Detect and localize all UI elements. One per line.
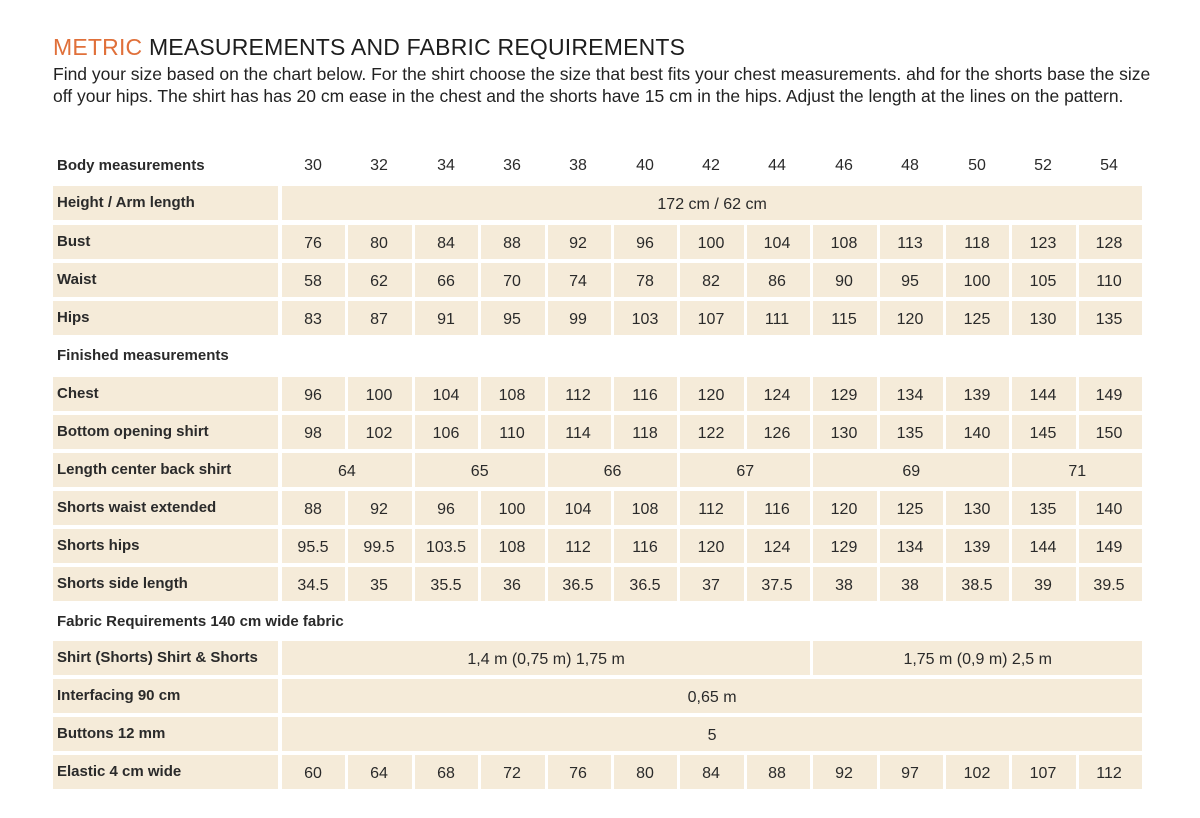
- merged-text: 66: [603, 463, 622, 480]
- value-text: 84: [437, 235, 455, 252]
- value-text: 150: [1095, 425, 1123, 442]
- value-text: 140: [963, 425, 991, 442]
- value-text: 103.5: [425, 539, 467, 556]
- value-text: 96: [636, 235, 654, 252]
- value-text: 112: [565, 539, 591, 556]
- merged-text: 64: [338, 463, 356, 480]
- merged-text: 67: [736, 463, 755, 480]
- value-text: 100: [498, 501, 526, 518]
- row-label: Hips: [57, 309, 90, 326]
- value-text: 103: [631, 311, 659, 328]
- value-text: 110: [499, 425, 525, 442]
- value-text: 125: [963, 311, 991, 328]
- value-text: 111: [764, 311, 790, 328]
- value-text: 64: [370, 765, 388, 782]
- value-text: 35.5: [430, 577, 462, 594]
- value-text: 74: [569, 273, 587, 290]
- value-text: 97: [901, 765, 919, 782]
- value-text: 82: [702, 273, 720, 290]
- value-text: 112: [565, 387, 591, 404]
- size-header: 50: [968, 157, 986, 174]
- value-text: 144: [1029, 387, 1057, 404]
- value-text: 88: [304, 501, 322, 518]
- value-text: 112: [698, 501, 724, 518]
- value-text: 36.5: [562, 577, 594, 594]
- value-text: 135: [1095, 311, 1123, 328]
- value-text: 98: [304, 425, 322, 442]
- value-text: 87: [370, 311, 388, 328]
- row-label: Length center back shirt: [57, 461, 232, 478]
- value-text: 126: [763, 425, 791, 442]
- value-text: 120: [697, 539, 725, 556]
- merged-text: 65: [470, 463, 489, 480]
- value-text: 104: [564, 501, 592, 518]
- size-header: 34: [437, 157, 455, 174]
- value-text: 76: [304, 235, 322, 252]
- row-label: Bottom opening shirt: [57, 423, 209, 440]
- value-text: 124: [763, 539, 791, 556]
- value-text: 83: [304, 311, 322, 328]
- value-text: 134: [896, 387, 924, 404]
- row-label: Buttons 12 mm: [57, 725, 166, 742]
- row-label: Shorts hips: [57, 537, 140, 554]
- value-text: 39.5: [1093, 577, 1125, 594]
- value-text: 102: [365, 425, 393, 442]
- value-text: 144: [1029, 539, 1057, 556]
- title-accent: METRIC: [53, 34, 143, 60]
- value-text: 104: [432, 387, 460, 404]
- value-text: 95: [901, 273, 919, 290]
- value-text: 38.5: [961, 577, 993, 594]
- value-text: 76: [569, 765, 587, 782]
- value-text: 100: [365, 387, 393, 404]
- value-text: 123: [1029, 235, 1057, 252]
- value-text: 84: [702, 765, 720, 782]
- value-text: 124: [763, 387, 791, 404]
- value-text: 102: [963, 765, 991, 782]
- value-text: 91: [437, 311, 455, 328]
- merged-text: 1,75 m (0,9 m) 2,5 m: [903, 651, 1052, 668]
- row-label: Shirt (Shorts) Shirt & Shorts: [57, 649, 258, 666]
- value-text: 35: [370, 577, 388, 594]
- value-text: 108: [498, 539, 526, 556]
- value-text: 96: [304, 387, 322, 404]
- value-text: 34.5: [297, 577, 329, 594]
- value-text: 122: [697, 425, 725, 442]
- value-text: 120: [896, 311, 924, 328]
- value-text: 90: [835, 273, 853, 290]
- row-label: Interfacing 90 cm: [57, 687, 181, 704]
- size-header: 42: [702, 157, 720, 174]
- size-header: 30: [304, 157, 322, 174]
- value-text: 113: [897, 235, 923, 252]
- value-text: 125: [896, 501, 924, 518]
- value-text: 38: [835, 577, 853, 594]
- value-text: 120: [830, 501, 858, 518]
- value-text: 36.5: [629, 577, 661, 594]
- value-text: 96: [437, 501, 455, 518]
- row-label: Bust: [57, 233, 91, 250]
- value-text: 129: [830, 387, 858, 404]
- value-text: 135: [896, 425, 924, 442]
- row-label: Elastic 4 cm wide: [57, 763, 182, 780]
- value-text: 39: [1034, 577, 1052, 594]
- value-text: 116: [632, 539, 658, 556]
- value-text: 92: [835, 765, 853, 782]
- value-text: 130: [963, 501, 991, 518]
- value-text: 139: [963, 387, 991, 404]
- value-text: 36: [503, 577, 521, 594]
- row-label: Shorts side length: [57, 575, 188, 592]
- value-text: 80: [370, 235, 388, 252]
- merged-text: 71: [1068, 463, 1087, 480]
- size-header: 46: [835, 157, 853, 174]
- value-text: 95.5: [297, 539, 329, 556]
- merged-text: 0,65 m: [687, 689, 737, 706]
- value-text: 37.5: [761, 577, 793, 594]
- value-text: 38: [901, 577, 919, 594]
- value-text: 58: [304, 273, 322, 290]
- value-text: 116: [764, 501, 790, 518]
- value-text: 99: [569, 311, 587, 328]
- row-label: Chest: [57, 385, 99, 402]
- value-text: 66: [437, 273, 455, 290]
- value-text: 129: [830, 539, 858, 556]
- value-text: 114: [565, 425, 591, 442]
- value-text: 135: [1029, 501, 1057, 518]
- value-text: 104: [763, 235, 791, 252]
- value-text: 134: [896, 539, 924, 556]
- value-text: 120: [697, 387, 725, 404]
- value-text: 145: [1029, 425, 1057, 442]
- row-label: Shorts waist extended: [57, 499, 217, 516]
- value-text: 130: [1029, 311, 1057, 328]
- header-label: Body measurements: [57, 157, 205, 174]
- size-header: 54: [1100, 157, 1118, 174]
- merged-text: 1,4 m (0,75 m) 1,75 m: [467, 651, 625, 668]
- value-text: 99.5: [363, 539, 395, 556]
- value-text: 60: [304, 765, 322, 782]
- size-header: 44: [768, 157, 786, 174]
- section-heading: Finished measurements: [57, 347, 229, 364]
- size-header: 38: [569, 157, 587, 174]
- merged-text: 172 cm / 62 cm: [657, 196, 767, 213]
- value-text: 116: [632, 387, 658, 404]
- value-text: 140: [1095, 501, 1123, 518]
- value-text: 149: [1095, 387, 1123, 404]
- value-text: 118: [632, 425, 658, 442]
- size-header: 32: [370, 157, 388, 174]
- value-text: 70: [503, 273, 521, 290]
- size-header: 36: [503, 157, 521, 174]
- value-text: 139: [963, 539, 991, 556]
- size-header: 48: [901, 157, 919, 174]
- section-heading: Fabric Requirements 140 cm wide fabric: [57, 613, 344, 630]
- value-text: 107: [697, 311, 725, 328]
- value-text: 130: [830, 425, 858, 442]
- value-text: 105: [1029, 273, 1057, 290]
- merged-text: 5: [707, 727, 717, 744]
- value-text: 78: [636, 273, 654, 290]
- value-text: 100: [963, 273, 991, 290]
- value-text: 100: [697, 235, 725, 252]
- value-text: 106: [432, 425, 460, 442]
- size-header: 40: [636, 157, 654, 174]
- value-text: 95: [503, 311, 521, 328]
- value-text: 37: [702, 577, 720, 594]
- value-text: 88: [768, 765, 786, 782]
- value-text: 110: [1096, 273, 1122, 290]
- value-text: 92: [569, 235, 587, 252]
- value-text: 115: [831, 311, 857, 328]
- value-text: 72: [503, 765, 521, 782]
- title-rest: MEASUREMENTS AND FABRIC REQUIREMENTS: [142, 34, 686, 60]
- value-text: 108: [830, 235, 858, 252]
- value-text: 80: [636, 765, 654, 782]
- value-text: 118: [964, 235, 990, 252]
- value-text: 149: [1095, 539, 1123, 556]
- value-text: 108: [498, 387, 526, 404]
- merged-text: 69: [902, 463, 921, 480]
- value-text: 86: [768, 273, 786, 290]
- value-text: 112: [1096, 765, 1122, 782]
- row-label: Height / Arm length: [57, 194, 195, 211]
- intro-text: Find your size based on the chart below. For the shirt choose the size that best fits your chest measurements. ahd for the shorts base the size off your hips. The shirt has has 20 cm ease in the chest and the shorts have 15 cm in the hips. Adjust the length at the lines on the pattern.: [53, 64, 1151, 106]
- value-text: 62: [370, 273, 388, 290]
- value-text: 128: [1095, 235, 1123, 252]
- value-text: 68: [437, 765, 455, 782]
- value-text: 92: [370, 501, 388, 518]
- value-text: 88: [503, 235, 521, 252]
- value-text: 107: [1029, 765, 1057, 782]
- value-text: 108: [631, 501, 659, 518]
- size-header: 52: [1034, 157, 1052, 174]
- row-label: Waist: [57, 271, 97, 288]
